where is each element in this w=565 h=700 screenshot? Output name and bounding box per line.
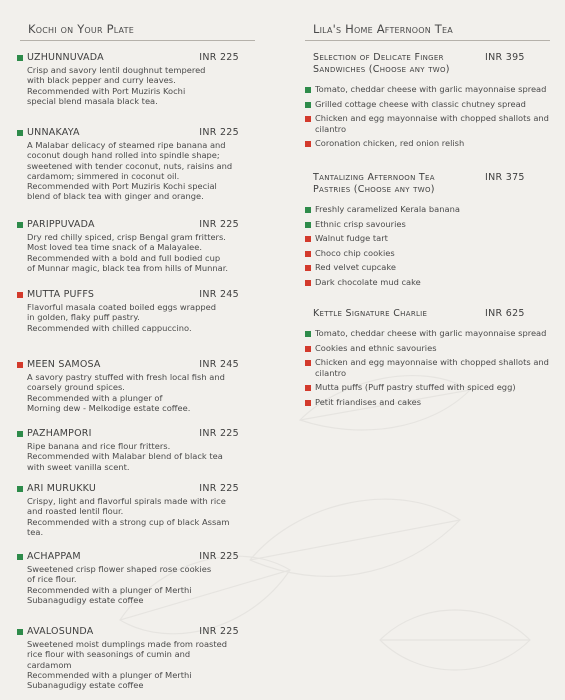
section-price: INR 395 [485, 52, 525, 63]
non-veg-icon [305, 360, 311, 366]
section-afternoon-tea-pastries [313, 172, 558, 287]
non-veg-icon [305, 280, 311, 286]
item-price: INR 245 [199, 359, 239, 370]
option-item: Choco chip cookies [305, 248, 558, 259]
non-veg-icon [305, 251, 311, 257]
item-description: Flavorful masala coated boiled eggs wrapped in golden, flaky puff pastry. Recommended with chilled cappuccino. [27, 302, 217, 333]
item-description: Dry red chilly spiced, crisp Bengal gram fritters. Most loved tea time snack of a Malayalee. Recommended with a bold and full bodied cup of Munnar magic, black tea from hills of Munnar. [27, 232, 229, 273]
item-name: ACHAPPAM [27, 551, 81, 562]
option-item: Ethnic crisp savouries [305, 219, 558, 230]
veg-icon [305, 331, 311, 337]
section-name: Kettle Signature Charlie [313, 308, 428, 319]
right-heading-rule [305, 40, 550, 41]
item-description: Crispy, light and flavorful spirals made with rice and roasted lentil flour. Recommended with a strong cup of black Assam tea. [27, 496, 230, 537]
option-item: Cookies and ethnic savouries [305, 343, 558, 354]
non-veg-icon [305, 236, 311, 242]
option-item: Mutta puffs (Puff pastry stuffed with spiced egg) [305, 382, 558, 393]
option-item: Grilled cottage cheese with classic chutney spread [305, 99, 558, 110]
menu-item-uzhunnuvada [17, 52, 239, 106]
non-veg-icon [305, 400, 311, 406]
option-item: Tomato, cheddar cheese with garlic mayonnaise spread [305, 328, 558, 339]
section-price: INR 625 [485, 308, 525, 319]
veg-icon [17, 431, 23, 437]
item-description: Sweetened crisp flower shaped rose cookies of rice flour. Recommended with a plunger of Merthi Subanagudigy estate coffee [27, 564, 212, 605]
veg-icon [17, 554, 23, 560]
veg-icon [305, 207, 311, 213]
veg-icon [17, 130, 23, 136]
item-name: MUTTA PUFFS [27, 289, 95, 300]
item-price: INR 225 [199, 428, 239, 439]
menu-item-unnakaya [17, 127, 239, 202]
option-item: Petit friandises and cakes [305, 397, 558, 408]
option-item: Dark chocolate mud cake [305, 277, 558, 288]
item-description: Sweetened moist dumplings made from roasted rice flour with seasonings of cumin and cardamom Recommended with a plunger of Merthi Subanagudigy estate coffee [27, 639, 227, 691]
veg-icon [17, 222, 23, 228]
item-price: INR 225 [199, 483, 239, 494]
item-name: ARI MURUKKU [27, 483, 96, 494]
veg-icon [305, 102, 311, 108]
option-item: Chicken and egg mayonnaise with chopped shallots and cilantro [305, 113, 558, 134]
option-item: Red velvet cupcake [305, 262, 558, 273]
item-price: INR 225 [199, 551, 239, 562]
left-heading: Kochi on Your Plate [28, 22, 134, 36]
item-description: Ripe banana and rice flour fritters. Recommended with Malabar blend of black tea with sweet vanilla scent. [27, 441, 223, 472]
item-name: PAZHAMPORI [27, 428, 92, 439]
veg-icon [17, 486, 23, 492]
section-kettle-signature-charlie [313, 308, 558, 407]
section-finger-sandwiches [313, 52, 558, 149]
section-name: Selection of Delicate Finger Sandwiches (Choose any two) [313, 52, 450, 75]
section-name: Tantalizing Afternoon Tea Pastries (Choose any two) [313, 172, 435, 195]
item-price: INR 225 [199, 626, 239, 637]
menu-item-meen-samosa [17, 359, 239, 413]
item-price: INR 225 [199, 52, 239, 63]
item-name: PARIPPUVADA [27, 219, 95, 230]
non-veg-icon [17, 292, 23, 298]
veg-icon [305, 222, 311, 228]
veg-icon [17, 55, 23, 61]
non-veg-icon [305, 385, 311, 391]
non-veg-icon [17, 362, 23, 368]
item-description: A Malabar delicacy of steamed ripe banana and coconut dough hand rolled into spindle shape; sweetened with tender coconut, nuts, raisins and cardamom; simmered in coconut oil. Recommended with Port Muziris Kochi special blend of black tea with ginger and orange. [27, 140, 233, 202]
menu-item-pazhampori [17, 428, 239, 472]
right-heading: Lila's Home Afternoon Tea [313, 22, 453, 36]
item-price: INR 225 [199, 219, 239, 230]
menu-item-ari-murukku [17, 483, 239, 537]
option-item: Walnut fudge tart [305, 233, 558, 244]
item-name: MEEN SAMOSA [27, 359, 101, 370]
non-veg-icon [305, 265, 311, 271]
option-item: Freshly caramelized Kerala banana [305, 204, 558, 215]
item-description: Crisp and savory lentil doughnut tempered with black pepper and curry leaves. Recommended with Port Muziris Kochi special blend masala black tea. [27, 65, 206, 106]
option-item: Chicken and egg mayonnaise with chopped shallots and cilantro [305, 357, 558, 378]
left-heading-rule [20, 40, 255, 41]
non-veg-icon [305, 346, 311, 352]
item-name: UNNAKAYA [27, 127, 80, 138]
item-description: A savory pastry stuffed with fresh local fish and coarsely ground spices. Recommended with a plunger of Morning dew - Melkodige estate coffee. [27, 372, 225, 413]
item-name: AVALOSUNDA [27, 626, 94, 637]
menu-item-achappam [17, 551, 239, 605]
veg-icon [17, 629, 23, 635]
non-veg-icon [305, 116, 311, 122]
item-name: UZHUNNUVADA [27, 52, 104, 63]
item-price: INR 245 [199, 289, 239, 300]
item-price: INR 225 [199, 127, 239, 138]
veg-icon [305, 87, 311, 93]
option-item: Coronation chicken, red onion relish [305, 138, 558, 149]
menu-item-avalosunda [17, 626, 239, 690]
option-item: Tomato, cheddar cheese with garlic mayonnaise spread [305, 84, 558, 95]
menu-item-parippuvada [17, 219, 239, 273]
non-veg-icon [305, 141, 311, 147]
menu-item-mutta-puffs [17, 289, 239, 333]
section-price: INR 375 [485, 172, 525, 183]
